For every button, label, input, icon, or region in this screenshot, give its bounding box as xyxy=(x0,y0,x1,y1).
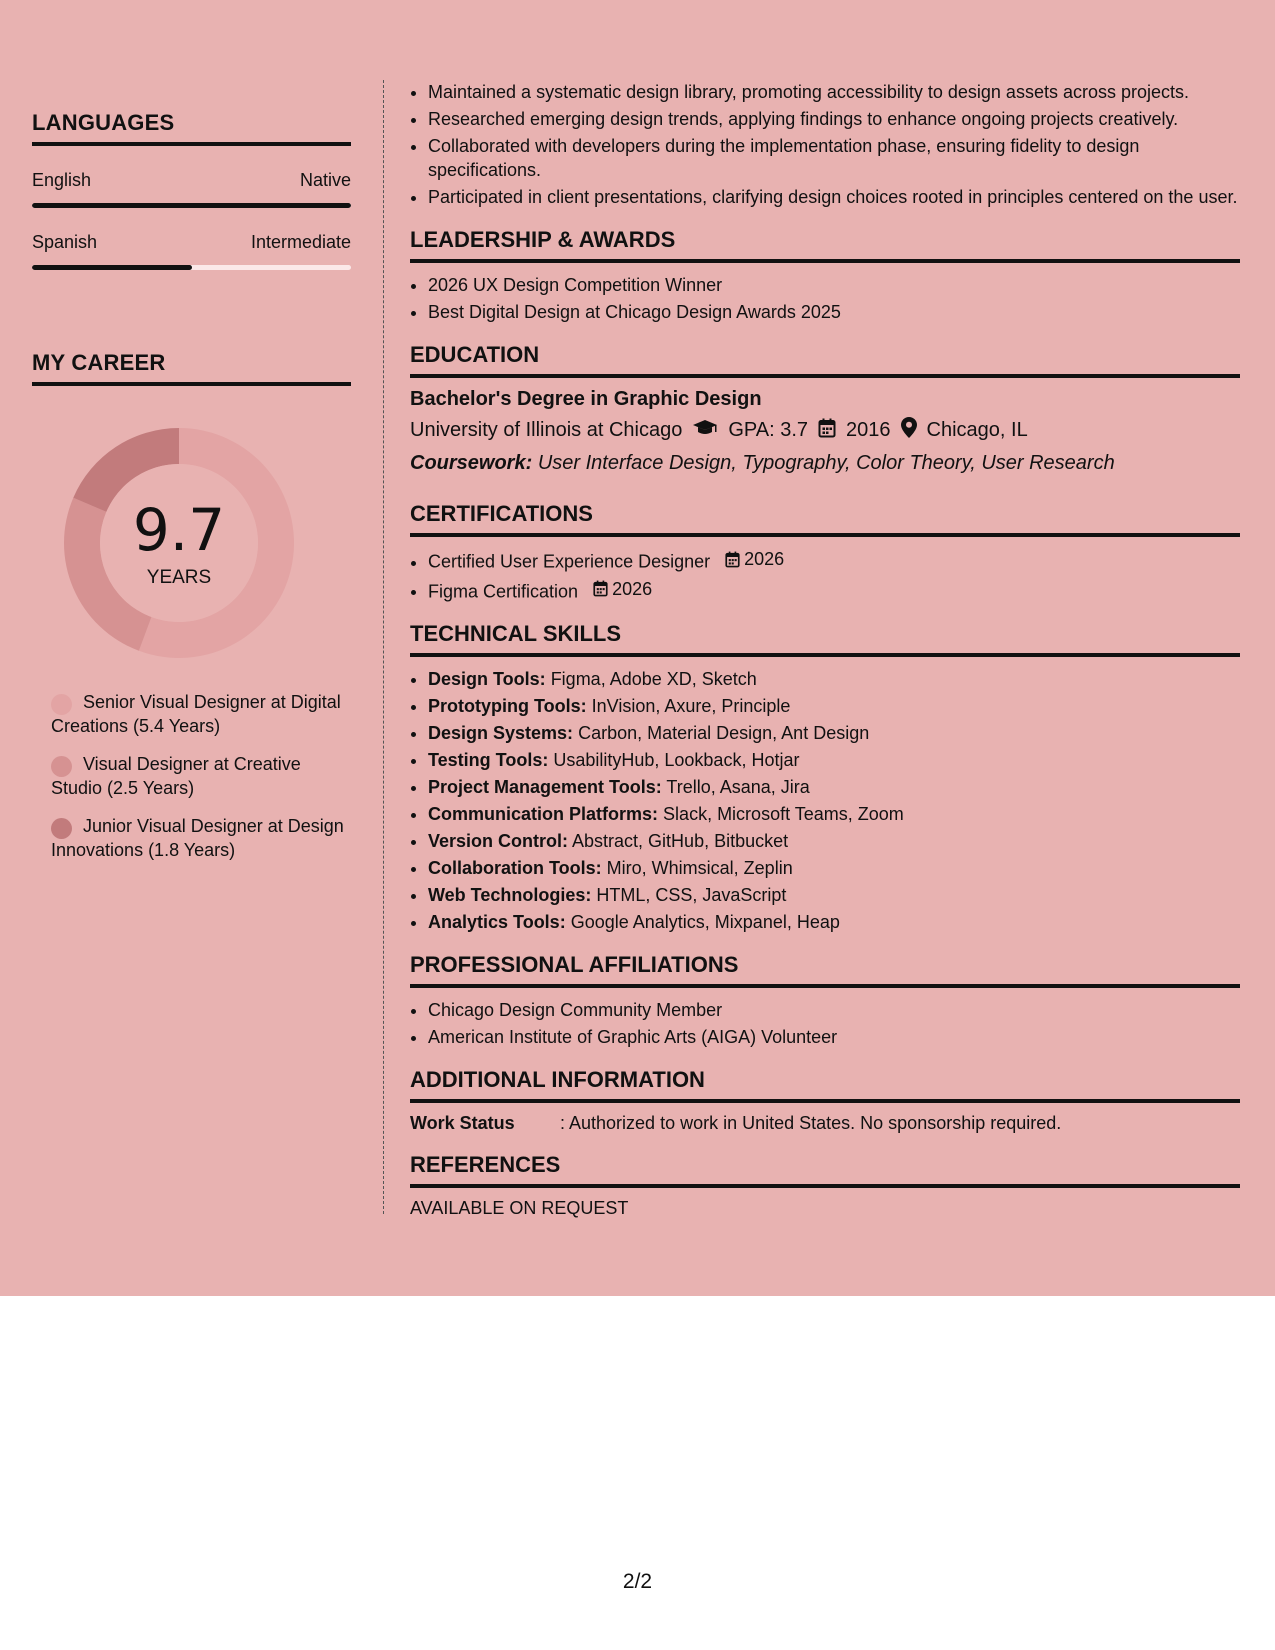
skill-value: Trello, Asana, Jira xyxy=(666,777,810,797)
education-degree: Bachelor's Degree in Graphic Design xyxy=(410,388,762,410)
language-level: Intermediate xyxy=(250,232,351,252)
coursework-value: User Interface Design, Typography, Color Theory, User Research xyxy=(537,452,1115,474)
calendar-icon xyxy=(818,418,836,444)
certification-date xyxy=(593,577,652,601)
graduation-cap-icon xyxy=(692,419,718,443)
page-number: 2/2 xyxy=(622,1570,653,1593)
legend-dot xyxy=(51,818,72,839)
legend-dot xyxy=(51,756,72,777)
career-legend xyxy=(32,690,351,862)
skills-heading: TECHNICAL SKILLS xyxy=(410,621,1240,657)
list-item: • Maintained a systematic design library, promoting accessibility to design assets across projects. xyxy=(428,80,1240,104)
legend-dot xyxy=(51,694,72,715)
language-proficiency-bar xyxy=(32,203,351,208)
additional-info-heading: ADDITIONAL INFORMATION xyxy=(410,1067,1240,1103)
list-item: • Best Digital Design at Chicago Design Awards 2025 xyxy=(428,300,1240,324)
skill-key: Design Tools: xyxy=(428,669,546,689)
certification-year: 2026 xyxy=(612,578,653,599)
skill-key: Testing Tools: xyxy=(428,750,549,770)
list-item xyxy=(428,775,1240,799)
skill-key: Collaboration Tools: xyxy=(428,858,602,878)
skill-key: Communication Platforms: xyxy=(428,804,659,824)
education-gpa: GPA: 3.7 xyxy=(728,419,809,441)
education-details xyxy=(410,417,1240,444)
list-item xyxy=(428,748,1240,772)
list-item: • American Institute of Graphic Arts (AIGA) Volunteer xyxy=(428,1025,1240,1049)
work-status-row xyxy=(410,1113,1240,1134)
language-proficiency-bar xyxy=(32,265,351,270)
column-divider xyxy=(383,80,384,1214)
skill-value: Carbon, Material Design, Ant Design xyxy=(578,723,870,743)
skill-key: Analytics Tools: xyxy=(428,912,566,932)
skill-value: Figma, Adobe XD, Sketch xyxy=(550,669,757,689)
list-item xyxy=(428,829,1240,853)
skill-key: Version Control: xyxy=(428,831,569,851)
certifications-list xyxy=(410,547,1240,603)
list-item xyxy=(428,577,1240,604)
coursework-label: Coursework: xyxy=(410,452,533,474)
career-total-value: 9.7 xyxy=(132,496,226,564)
certifications-heading: CERTIFICATIONS xyxy=(410,501,1240,537)
list-item xyxy=(428,802,1240,826)
language-row xyxy=(32,232,351,253)
references-heading: REFERENCES xyxy=(410,1152,1240,1188)
language-name: English xyxy=(32,170,92,190)
list-item: • Participated in client presentations, clarifying design choices rooted in principles centered on the user. xyxy=(428,185,1240,209)
skill-value: Abstract, GitHub, Bitbucket xyxy=(572,831,789,851)
left-column xyxy=(32,0,351,876)
list-item: • Collaborated with developers during the implementation phase, ensuring fidelity to design specifications. xyxy=(428,134,1240,182)
right-column xyxy=(410,80,1240,1219)
list-item: • 2026 UX Design Competition Winner xyxy=(428,273,1240,297)
skill-value: Miro, Whimsical, Zeplin xyxy=(606,858,793,878)
language-proficiency-fill xyxy=(32,203,351,208)
career-donut-chart xyxy=(64,428,294,658)
language-proficiency-fill xyxy=(32,265,192,270)
references-text: AVAILABLE ON REQUEST xyxy=(410,1198,629,1218)
list-item xyxy=(428,547,1240,574)
affiliations-list xyxy=(410,998,1240,1049)
certification-year: 2026 xyxy=(744,549,785,569)
language-name: Spanish xyxy=(32,232,98,252)
work-status-label: Work Status xyxy=(410,1113,515,1133)
skill-key: Design Systems: xyxy=(428,723,574,743)
education-year: 2016 xyxy=(846,419,891,441)
education-location: Chicago, IL xyxy=(926,419,1028,441)
languages-heading: LANGUAGES xyxy=(32,110,351,146)
certification-date xyxy=(725,547,784,571)
calendar-icon xyxy=(593,580,608,597)
education-coursework xyxy=(410,452,1240,475)
list-item: • Researched emerging design trends, applying findings to enhance ongoing projects creatively. xyxy=(428,107,1240,131)
list-item xyxy=(428,910,1240,934)
career-total-unit: YEARS xyxy=(146,567,212,588)
skill-value: UsabilityHub, Lookback, Hotjar xyxy=(553,750,800,770)
education-heading: EDUCATION xyxy=(410,342,1240,378)
skill-key: Prototyping Tools: xyxy=(428,696,587,716)
list-item xyxy=(428,883,1240,907)
work-status-value: : Authorized to work in United States. No sponsorship required. xyxy=(560,1113,1062,1133)
list-item xyxy=(428,694,1240,718)
legend-item xyxy=(51,690,351,738)
donut-center xyxy=(64,428,294,658)
legend-label: Visual Designer at Creative Studio (2.5 Years) xyxy=(51,754,301,798)
list-item xyxy=(428,721,1240,745)
language-level: Native xyxy=(299,170,351,190)
skill-key: Project Management Tools: xyxy=(428,777,662,797)
language-row xyxy=(32,170,351,191)
leadership-heading: LEADERSHIP & AWARDS xyxy=(410,227,1240,263)
legend-item xyxy=(51,752,351,800)
experience-bullets xyxy=(410,80,1240,209)
list-item: • Chicago Design Community Member xyxy=(428,998,1240,1022)
affiliations-heading: PROFESSIONAL AFFILIATIONS xyxy=(410,952,1240,988)
legend-label: Junior Visual Designer at Design Innovations (1.8 Years) xyxy=(51,816,344,860)
skill-value: HTML, CSS, JavaScript xyxy=(596,885,787,905)
skills-list xyxy=(410,667,1240,934)
skill-value: Google Analytics, Mixpanel, Heap xyxy=(570,912,840,932)
skill-value: Slack, Microsoft Teams, Zoom xyxy=(663,804,904,824)
location-pin-icon xyxy=(901,417,917,444)
career-heading: MY CAREER xyxy=(32,350,351,386)
skill-value: InVision, Axure, Principle xyxy=(591,696,791,716)
calendar-icon xyxy=(725,551,740,568)
skill-key: Web Technologies: xyxy=(428,885,592,905)
legend-label: Senior Visual Designer at Digital Creations (5.4 Years) xyxy=(51,692,341,736)
education-school: University of Illinois at Chicago xyxy=(410,419,683,441)
list-item xyxy=(428,667,1240,691)
certification-name: Figma Certification xyxy=(428,581,579,601)
list-item xyxy=(428,856,1240,880)
leadership-list xyxy=(410,273,1240,324)
legend-item xyxy=(51,814,351,862)
certification-name: Certified User Experience Designer xyxy=(428,551,711,572)
